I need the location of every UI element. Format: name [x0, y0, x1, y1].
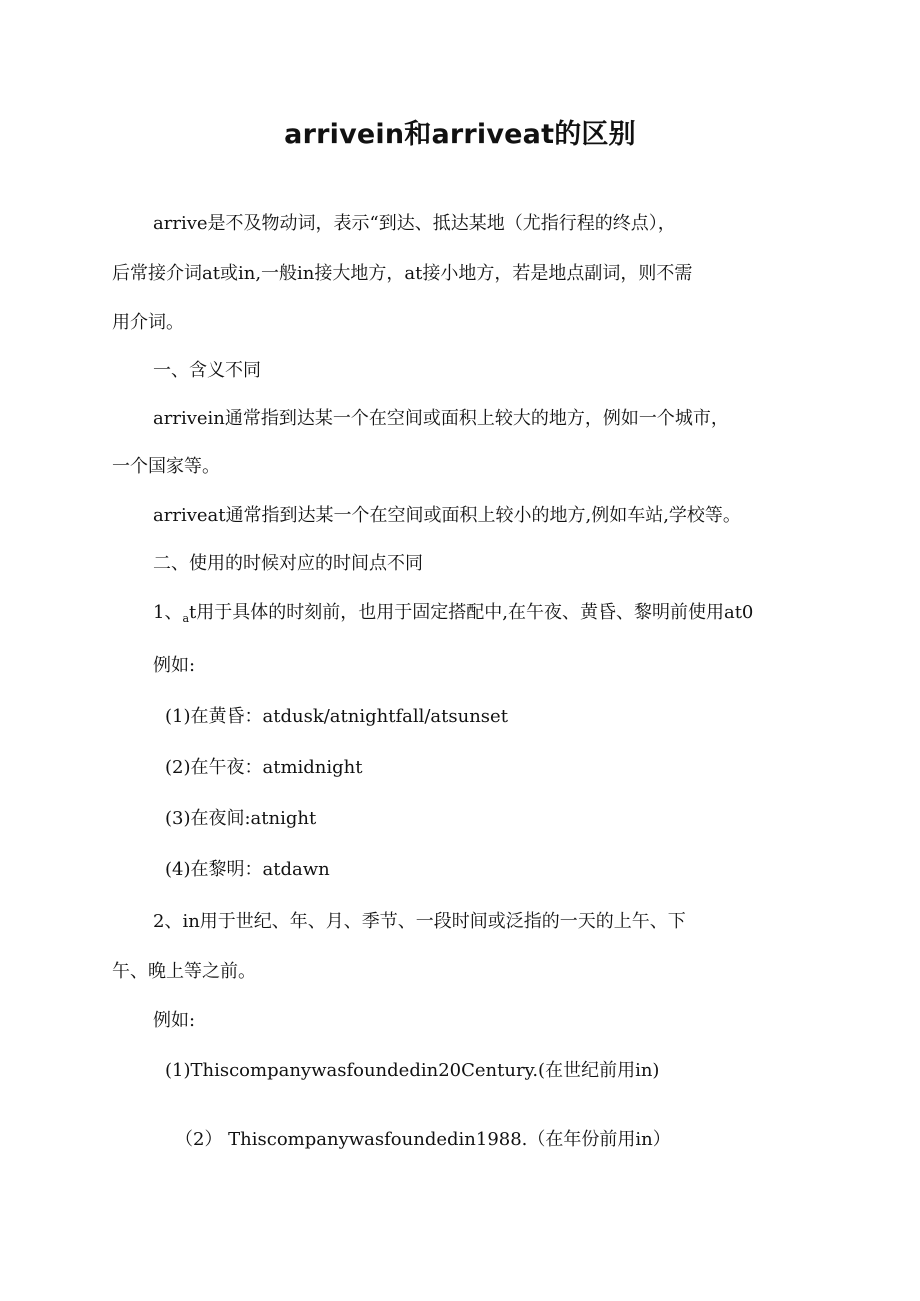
example-label: 例如: — [153, 655, 196, 676]
subscript-letter: a — [182, 612, 190, 625]
paragraph-line: arriveat通常指到达某一个在空间或面积上较小的地方,例如车站,学校等。 — [153, 505, 741, 526]
example-item: (2)在午夜：atmidnight — [165, 757, 363, 778]
paragraph-line: 午、晚上等之前。 — [112, 961, 256, 982]
example-item: (4)在黎明：atdawn — [165, 859, 330, 880]
example-item: （2） Thiscompanywasfoundedin1988.（在年份前用in） — [175, 1129, 671, 1150]
section-heading: 一、含义不同 — [153, 360, 261, 381]
paragraph-line: 一个国家等。 — [112, 456, 220, 477]
paragraph-line: arrivein通常指到达某一个在空间或面积上较大的地方，例如一个城市， — [153, 408, 729, 429]
example-label: 例如: — [153, 1010, 196, 1031]
example-item: (3)在夜间:atnight — [165, 808, 317, 829]
paragraph-line: 后常接介词at或in,一般in接大地方，at接小地方，若是地点副词，则不需 — [112, 263, 693, 284]
example-item: (1)在黄昏：atdusk/atnightfall/atsunset — [165, 706, 508, 727]
document-title: arrivein和arriveat的区别 — [284, 119, 636, 150]
paragraph-line — [153, 601, 753, 631]
paragraph-line: 用介词。 — [112, 312, 184, 333]
section-heading: 二、使用的时候对应的时间点不同 — [153, 553, 423, 574]
example-item: (1)Thiscompanywasfoundedin20Century.(在世纪前用in) — [165, 1060, 660, 1081]
paragraph-text: t用于具体的时刻前，也用于固定搭配中,在午夜、黄昏、黎明前使用at0 — [189, 602, 754, 623]
paragraph-line: arrive是不及物动词，表示“到达、抵达某地（尤指行程的终点）， — [153, 213, 676, 234]
list-number: 1、 — [153, 602, 183, 623]
paragraph-line: 2、in用于世纪、年、月、季节、一段时间或泛指的一天的上午、下 — [153, 911, 686, 932]
